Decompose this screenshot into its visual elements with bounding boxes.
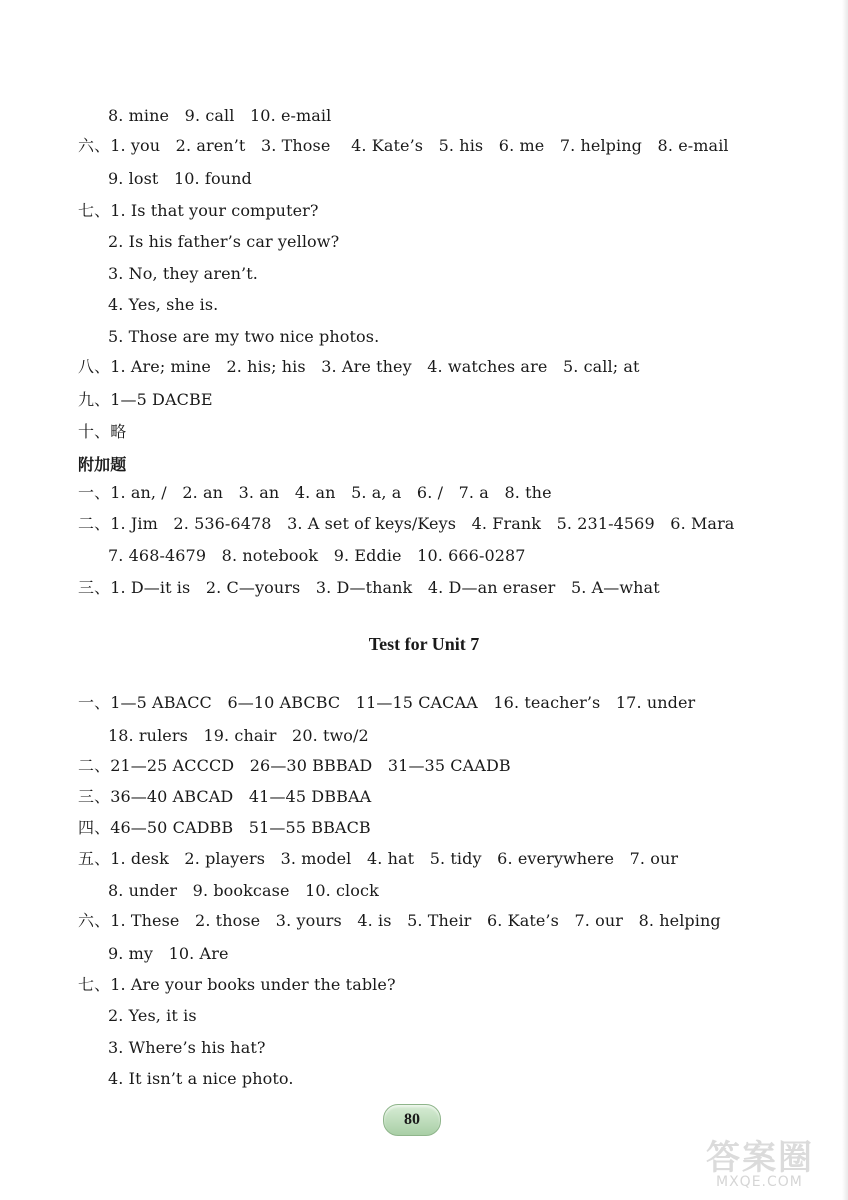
answer-line: 三、1. D—it is 2. C—yours 3. D—thank 4. D—an eraser 5. A—what bbox=[78, 578, 660, 597]
watermark-url: MXQE.COM bbox=[716, 1174, 803, 1190]
answer-line: 3. No, they aren’t. bbox=[108, 264, 258, 283]
answer-line: 4. It isn’t a nice photo. bbox=[108, 1069, 294, 1088]
answer-line: 九、1—5 DACBE bbox=[78, 390, 213, 409]
answer-line: 一、1. an, / 2. an 3. an 4. an 5. a, a 6. / 7. a 8. the bbox=[78, 483, 552, 502]
answer-line: 七、1. Are your books under the table? bbox=[78, 975, 396, 994]
page-number-badge bbox=[383, 1104, 441, 1136]
answer-line: 5. Those are my two nice photos. bbox=[108, 327, 380, 346]
answer-line: 八、1. Are; mine 2. his; his 3. Are they 4. watches are 5. call; at bbox=[78, 357, 640, 376]
answer-line: 2. Yes, it is bbox=[108, 1006, 197, 1025]
answer-line: 七、1. Is that your computer? bbox=[78, 201, 319, 220]
answer-line: 3. Where’s his hat? bbox=[108, 1038, 266, 1057]
answer-line: 三、36—40 ABCAD 41—45 DBBAA bbox=[78, 787, 372, 806]
answer-line: 4. Yes, she is. bbox=[108, 295, 219, 314]
page-number: 80 bbox=[404, 1111, 420, 1128]
answer-line: 六、1. you 2. aren’t 3. Those 4. Kate’s 5. his 6. me 7. helping 8. e-mail bbox=[78, 136, 729, 155]
answer-line: 18. rulers 19. chair 20. two/2 bbox=[108, 726, 369, 745]
answer-line: 一、1—5 ABACC 6—10 ABCBC 11—15 CACAA 16. teacher’s 17. under bbox=[78, 693, 696, 712]
watermark-logo bbox=[700, 1128, 840, 1194]
answer-line: 7. 468-4679 8. notebook 9. Eddie 10. 666-0287 bbox=[108, 546, 526, 565]
answer-line: 五、1. desk 2. players 3. model 4. hat 5. tidy 6. everywhere 7. our bbox=[78, 849, 679, 868]
answer-line: 8. mine 9. call 10. e-mail bbox=[108, 106, 332, 125]
answer-line: 2. Is his father’s car yellow? bbox=[108, 232, 340, 251]
watermark-text: 答案圈 bbox=[706, 1138, 814, 1178]
answer-line: 二、1. Jim 2. 536-6478 3. A set of keys/Keys 4. Frank 5. 231-4569 6. Mara bbox=[78, 514, 735, 533]
answer-line: 8. under 9. bookcase 10. clock bbox=[108, 881, 379, 900]
section-label-extra: 附加题 bbox=[78, 455, 127, 474]
scan-edge bbox=[842, 0, 848, 1200]
answer-line: 9. lost 10. found bbox=[108, 169, 252, 188]
answer-line: 四、46—50 CADBB 51—55 BBACB bbox=[78, 818, 371, 837]
unit-heading: Test for Unit 7 bbox=[368, 634, 480, 654]
answer-line: 二、21—25 ACCCD 26—30 BBBAD 31—35 CAADB bbox=[78, 756, 511, 775]
answer-line: 9. my 10. Are bbox=[108, 944, 229, 963]
answer-line: 十、略 bbox=[78, 422, 127, 441]
answer-line: 六、1. These 2. those 3. yours 4. is 5. Their 6. Kate’s 7. our 8. helping bbox=[78, 911, 721, 930]
